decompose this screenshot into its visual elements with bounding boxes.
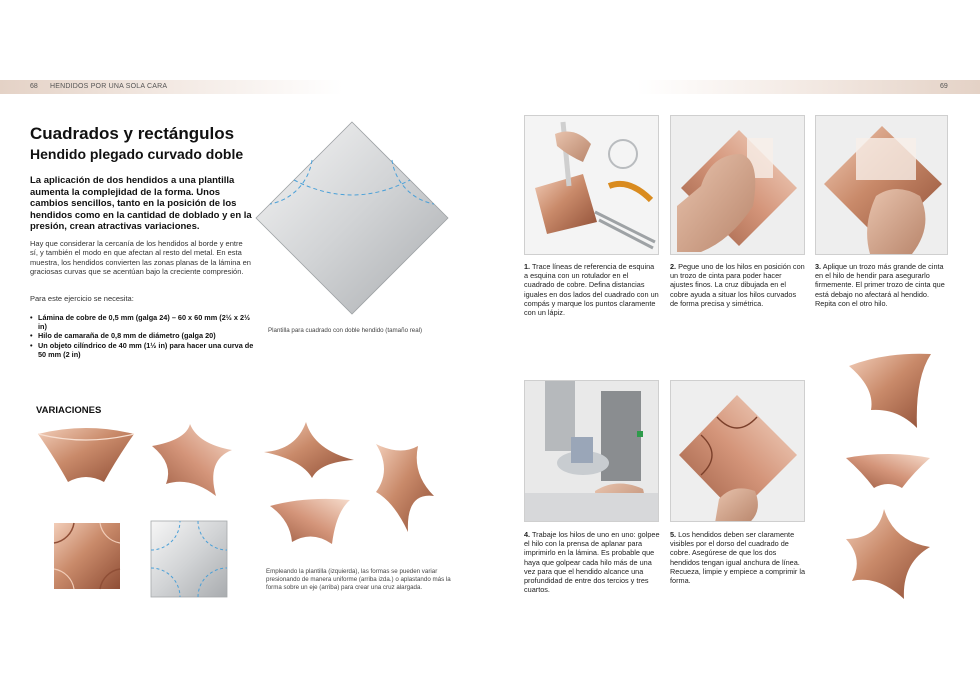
variations-caption: Empleando la plantilla (izquierda), las formas se pueden variar presionando de manera uniforme (arriba izda.) o aplastando más la forma sobre un eje (arriba) para crear una cruz alargada. <box>266 568 451 591</box>
article-subtitle: Hendido plegado curvado doble <box>30 146 244 162</box>
step-2-text: 2. Pegue uno de los hilos en posición con un trozo de cinta para poder hacer ajustes finos. La cruz dibujada en el cobre ayuda a situar los hilos curvados de forma precisa y simétrica. <box>670 262 805 308</box>
materials-item: • Un objeto cilíndrico de 40 mm (1½ in) para hacer una curva de 50 mm (2 in) <box>30 340 254 359</box>
running-title: HENDIDOS POR UNA SOLA CARA <box>50 83 168 90</box>
step-3-photo <box>815 115 948 255</box>
materials-item: • Hilo de camaraña de 0,8 mm de diámetro (galga 20) <box>30 331 216 341</box>
materials-item: • Lámina de cobre de 0,5 mm (galga 24) – 60 x 60 mm (2½ x 2½ in) <box>30 313 251 332</box>
variation-flat-square-image <box>52 521 122 591</box>
variation-bowl-image <box>34 420 139 490</box>
materials-intro: Para este ejercicio se necesita: <box>30 294 134 303</box>
template-score-lines <box>252 118 452 318</box>
variations-heading: VARIACIONES <box>36 405 102 416</box>
step-3-text: 3. Aplique un trozo más grande de cinta en el hilo de hendir para asegurarlo firmemente. El primer trozo de cinta que está debajo no afectará al hendido. Repita con el otro hilo. <box>815 262 945 308</box>
step-5-text: 5. Los hendidos deben ser claramente visibles por el dorso del cuadrado de cobre. Asegúrese de que los dos hendidos tengan igual anchura de línea. Recueza, limpie y empiece a comprimir la forma. <box>670 530 806 586</box>
variation-elongated-cross-image <box>372 440 438 536</box>
template-caption: Plantilla para cuadrado con doble hendido (tamaño real) <box>268 327 423 334</box>
variation-star-image <box>262 420 357 480</box>
page-number-left: 68 <box>30 83 38 90</box>
step-1-photo <box>524 115 659 255</box>
step-5-photo <box>670 380 805 522</box>
variation-cross-image <box>146 420 236 500</box>
step-1-text: 1. Trace líneas de referencia de esquina a esquina con un rotulador en el cuadrado de cobre. Defina distancias iguales en dos lados del cuadrado con un compás y marque los puntos claramente con un lápiz. <box>524 262 659 318</box>
page-number-right: 69 <box>940 83 948 90</box>
article-body: Hay que considerar la cercanía de los hendidos al borde y entre sí, y también el modo en que afectan al resto del metal. En esta muestra, los hendidos convierten las zonas planas de la lámina en graciosas curvas que se acentúan bajo la creciente compresión. <box>30 239 251 277</box>
finished-form-2-image <box>842 446 934 492</box>
header-band-right <box>490 80 980 94</box>
finished-form-3-image <box>838 505 936 601</box>
step-4-photo <box>524 380 659 522</box>
article-title: Cuadrados y rectángulos <box>30 124 235 143</box>
variation-curved-cross-image <box>266 492 356 552</box>
finished-form-1-image <box>845 348 935 433</box>
step-4-text: 4. Trabaje los hilos de uno en uno: golpee el hilo con la prensa de aplanar para imprimirlo en la lámina. Es probable que haya que golpear cada hilo más de una vez para que el hendido alcance una profundidad de entre dos tercios y tres cuartos. <box>524 530 660 595</box>
variation-template-image <box>150 520 228 598</box>
materials-list <box>30 313 255 359</box>
article-lead: La aplicación de dos hendidos a una plantilla aumenta la complejidad de la forma. Unos cambios sencillos, tanto en la posición de los hendidos como en la cantidad de doblado y en la presión, crean atractivas variaciones. <box>30 175 252 232</box>
step-2-photo <box>670 115 805 255</box>
